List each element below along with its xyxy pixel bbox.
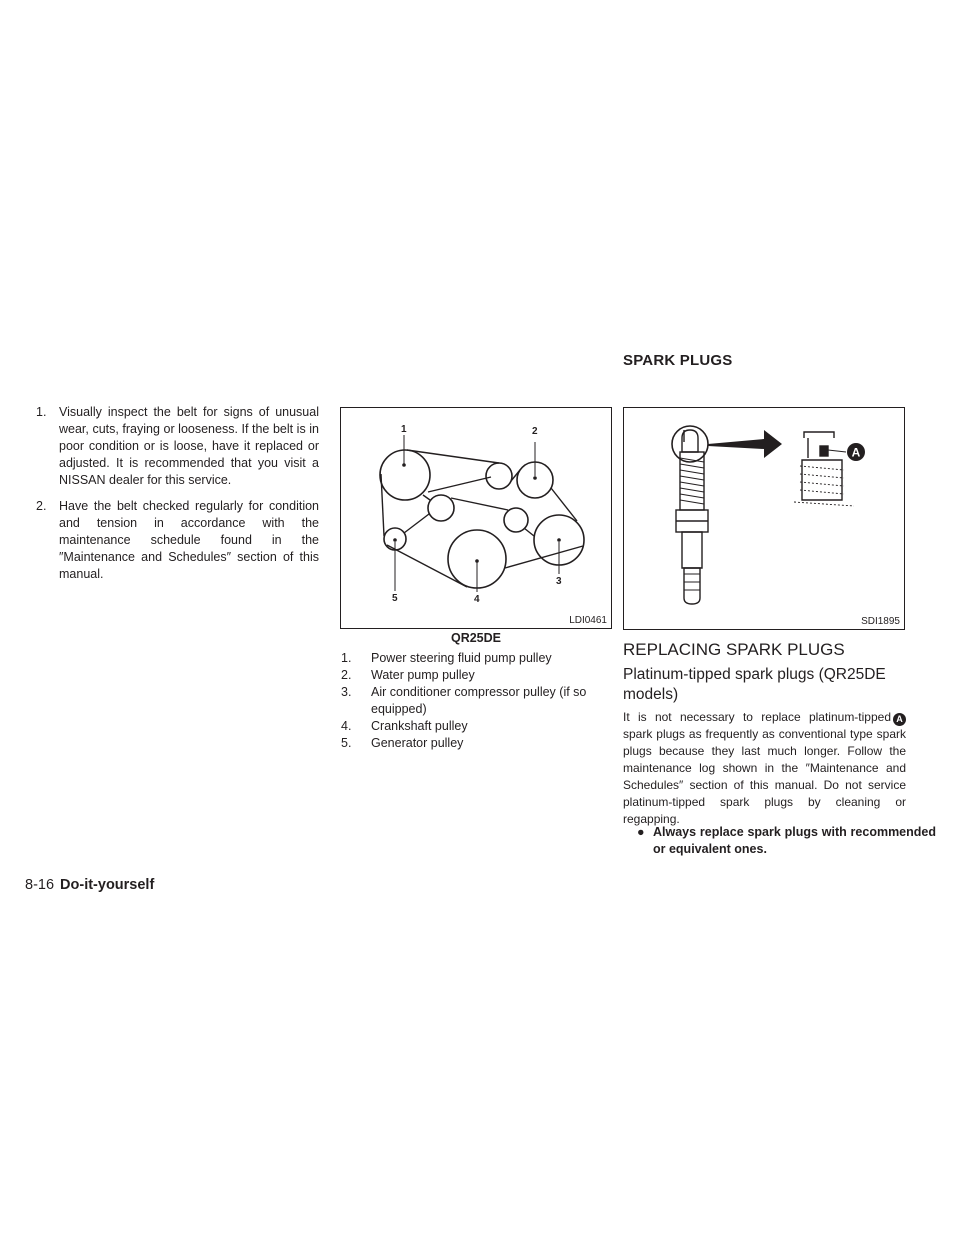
page-number: 8-16	[25, 877, 55, 893]
list-item	[24, 404, 319, 489]
section-title: SPARK PLUGS	[623, 352, 733, 369]
spark-plug-illustration	[624, 408, 904, 629]
list-item: 3. Air conditioner compressor pulley (if so equipped)	[341, 685, 587, 716]
spark-plug-figure	[623, 407, 905, 630]
callout-4: 4	[474, 594, 480, 605]
bullet-icon: ●	[637, 825, 645, 839]
callout-1: 1	[401, 424, 407, 435]
list-item: 5. Generator pulley	[341, 736, 464, 750]
platinum-paragraph	[623, 709, 906, 828]
callout-5: 5	[392, 593, 398, 604]
callout-a-inline: A	[893, 713, 906, 726]
warning-text: Always replace spark plugs with recommended or equivalent ones.	[653, 825, 936, 856]
step-number: 1.	[36, 405, 47, 419]
callout-3: 3	[556, 576, 562, 587]
list-item: 4. Crankshaft pulley	[341, 719, 468, 733]
figure-caption: QR25DE	[450, 631, 502, 645]
list-item: 1. Power steering fluid pump pulley	[341, 651, 552, 665]
idler-pulley-left	[428, 495, 454, 521]
platinum-heading: Platinum-tipped spark plugs (QR25DE models)	[623, 666, 886, 703]
callout-a: A	[851, 445, 861, 460]
list-item	[24, 498, 319, 583]
chapter-title: Do-it-yourself	[60, 877, 155, 893]
paragraph-rest: spark plugs as frequently as conventional type spark plugs because they last much longer. Follow the maintenance log shown in the ″Maintenance and Schedules″ section of this manual. Do not service platinum-tipped spark plugs by cleaning or regapping.	[623, 727, 906, 826]
warning-bullet	[623, 824, 936, 858]
replacing-heading: REPLACING SPARK PLUGS	[623, 640, 845, 659]
figure-code: SDI1895	[861, 616, 900, 627]
idler-pulley-upper	[486, 463, 512, 489]
list-item: 2. Water pump pulley	[341, 668, 475, 682]
step-text: Have the belt checked regularly for condition and tension in accordance with the maintenance schedule found in the ″Maintenance and Schedules″ section of this manual.	[59, 499, 319, 581]
paragraph-lead: It is not necessary to replace platinum-tipped	[623, 710, 891, 724]
drive-belt	[381, 450, 583, 587]
belt-inspection-steps	[24, 404, 319, 592]
callout-2: 2	[532, 426, 538, 437]
power-steering-pulley	[380, 450, 430, 500]
step-number: 2.	[36, 499, 47, 513]
step-text: Visually inspect the belt for signs of unusual wear, cuts, fraying or looseness. If the belt is in poor condition or is loose, have it replaced or adjusted. It is recommended that you visit a NISSAN dealer for this service.	[59, 405, 319, 487]
belt-routing-figure	[340, 407, 612, 629]
page-footer	[25, 877, 154, 893]
pulley-legend	[341, 650, 609, 752]
drive-belt-diagram	[341, 408, 611, 628]
figure-code: LDI0461	[569, 615, 607, 626]
